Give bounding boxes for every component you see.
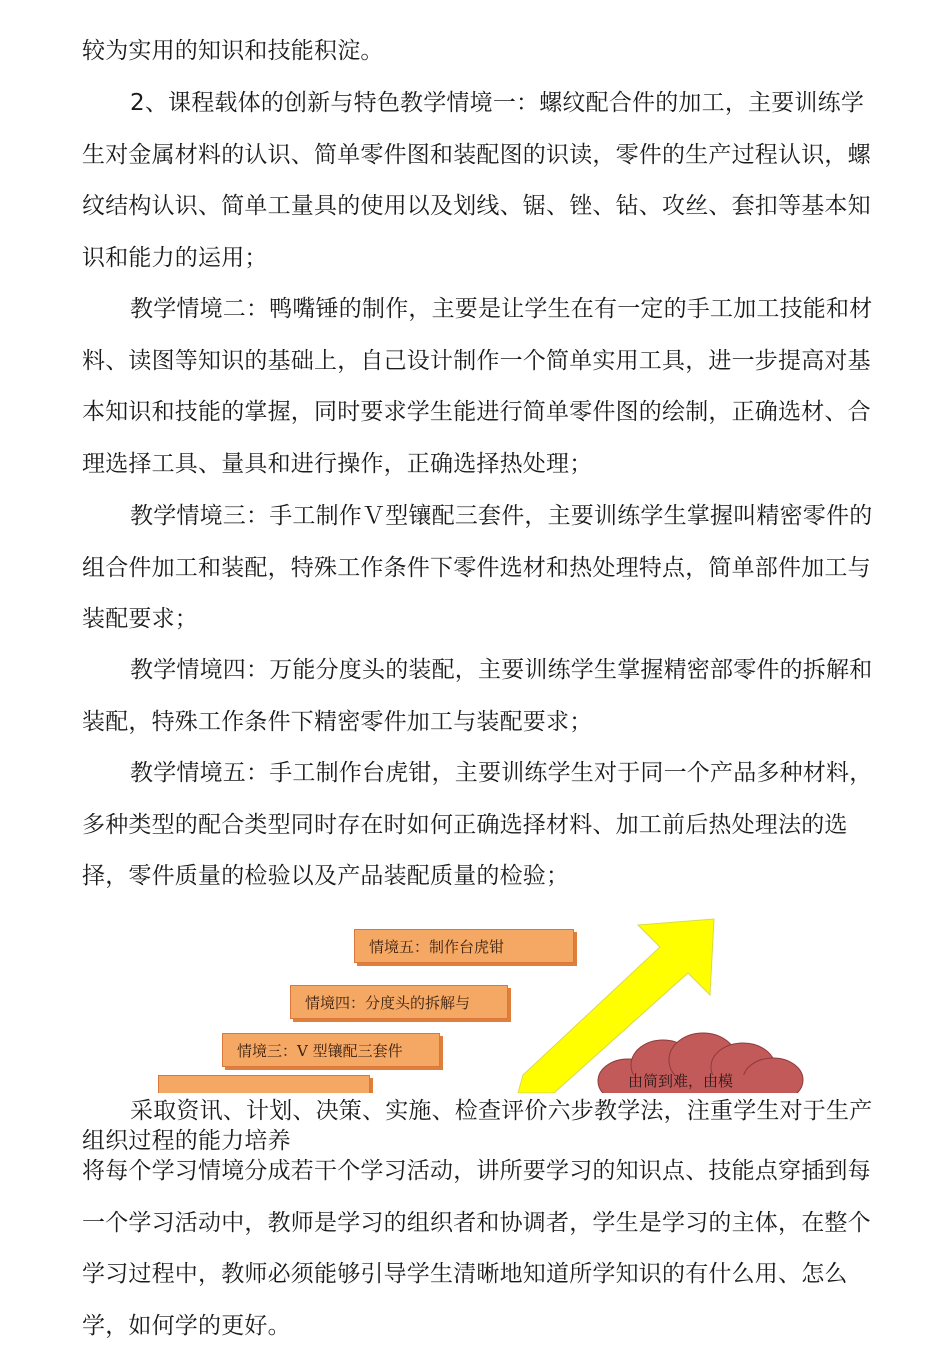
staircase-step-five	[354, 929, 574, 963]
scenario-staircase-figure	[158, 915, 808, 1093]
step-four-label: 情境四：分度头的拆解与	[305, 994, 471, 1012]
paragraph-intro-end: 较为实用的知识和技能积淀。	[82, 38, 384, 64]
paragraph-six-step-method: 采取资讯、计划、决策、实施、检查评价六步教学法，注重学生对于生产组织过程的能力培养	[82, 1098, 873, 1154]
paragraph-scenario-one: 2、课程载体的创新与特色教学情境一：螺纹配合件的加工，主要训练学生对金属材料的认识、简单零件图和装配图的识读，零件的生产过程认识，螺纹结构认识、简单工量具的使用以及划线、锯、锉、钻、攻丝、套扣等基本知识和能力的运用；	[82, 90, 871, 271]
paragraph-scenario-four: 教学情境四：万能分度头的装配，主要训练学生掌握精密部零件的拆解和装配，特殊工作条件下精密零件加工与装配要求；	[82, 657, 873, 735]
step-five-label: 情境五：制作台虎钳	[369, 938, 505, 956]
paragraph-learning-activities: 将每个学习情境分成若干个学习活动，讲所要学习的知识点、技能点穿插到每一个学习活动中，教师是学习的组织者和协调者，学生是学习的主体，在整个学习过程中，教师必须能够引导学生清晰地知道所学知识的有什么用、怎么学，如何学的更好。	[82, 1158, 871, 1339]
staircase-step-four	[290, 985, 508, 1019]
cloud-label: 由简到难，由模	[628, 1072, 734, 1090]
paragraph-scenario-two: 教学情境二：鸭嘴锤的制作，主要是让学生在有一定的手工加工技能和材料、读图等知识的基础上，自己设计制作一个简单实用工具，进一步提高对基本知识和技能的掌握，同时要求学生能进行简单零件图的绘制，正确选材、合理选择工具、量具和进行操作，正确选择热处理；	[82, 296, 873, 477]
staircase-step-three	[222, 1033, 440, 1067]
paragraph-scenario-three: 教学情境三：手工制作Ｖ型镶配三套件，主要训练学生掌握叫精密零件的组合件加工和装配，特殊工作条件下零件选材和热处理特点，简单部件加工与装配要求；	[82, 503, 873, 633]
staircase-step-two	[158, 1075, 370, 1093]
step-three-label: 情境三：V 型镶配三套件	[237, 1042, 403, 1060]
paragraph-scenario-five: 教学情境五：手工制作台虎钳，主要训练学生对于同一个产品多种材料，多种类型的配合类型同时存在时如何正确选择材料、加工前后热处理法的选择，零件质量的检验以及产品装配质量的检验；	[82, 760, 873, 890]
